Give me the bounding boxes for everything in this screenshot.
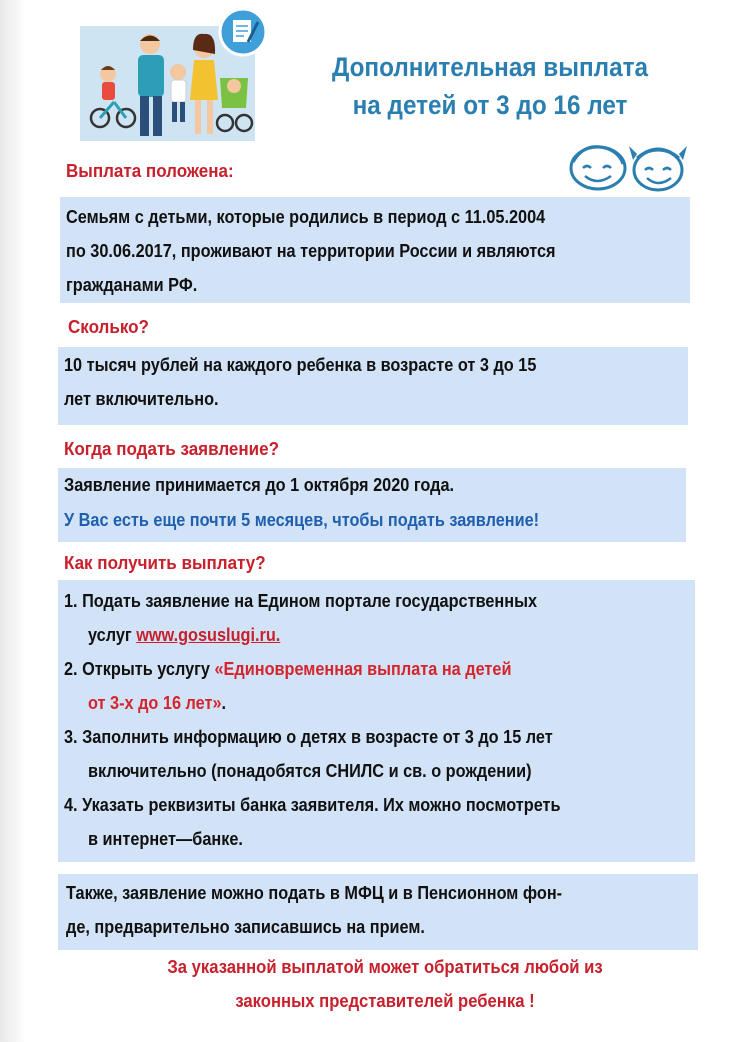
children-faces-icon: [565, 138, 690, 194]
step-2-line-1: [64, 652, 511, 686]
label-eligible: Выплата положена:: [66, 160, 234, 181]
eligible-line-1: Семьям с детьми, которые родились в период с 11.05.2004: [66, 206, 546, 227]
also-line-2: де, предварительно записавшись на прием.: [66, 916, 425, 937]
gosuslugi-link[interactable]: www.gosuslugi.ru.: [136, 624, 281, 645]
step-1-prefix: услуг: [88, 624, 137, 645]
step-3-line-2: включительно (понадобятся СНИЛС и св. о рождении): [88, 760, 532, 781]
step-2-suffix: .: [221, 692, 227, 713]
step-1-line-1: 1. Подать заявление на Едином портале государственных: [64, 590, 538, 611]
step-4-line-2: в интернет—банке.: [88, 828, 243, 849]
also-line-1: Также, заявление можно подать в МФЦ и в Пенсионном фон-: [66, 882, 563, 903]
family-illustration-icon: [80, 8, 270, 143]
eligible-line-2: по 30.06.2017, проживают на территории России и являются: [66, 240, 556, 261]
eligible-line-3: гражданами РФ.: [66, 274, 198, 295]
step-1-line-2: [88, 618, 280, 652]
step-4-line-1: 4. Указать реквизиты банка заявителя. Их можно посмотреть: [64, 794, 561, 815]
amount-line-1: 10 тысяч рублей на каждого ребенка в возрасте от 3 до 15: [64, 354, 537, 375]
final-line-1: За указанной выплатой может обратиться любой из: [167, 956, 603, 977]
step-2-prefix: 2. Открыть услугу: [64, 658, 215, 679]
final-line-2: законных представителей ребенка !: [235, 990, 535, 1011]
step-2-service-name-end: от 3-х до 16 лет»: [88, 692, 222, 713]
title-line-1: Дополнительная выплата: [331, 52, 649, 82]
step-3-line-1: 3. Заполнить информацию о детях в возрасте от 3 до 15 лет: [64, 726, 553, 747]
deadline-line-1: Заявление принимается до 1 октября 2020 года.: [64, 474, 455, 495]
step-2-service-name: «Единовременная выплата на детей: [214, 658, 512, 679]
label-how: Как получить выплату?: [64, 552, 266, 573]
label-deadline: Когда подать заявление?: [64, 438, 280, 459]
deadline-line-2: У Вас есть еще почти 5 месяцев, чтобы подать заявление!: [64, 509, 540, 530]
page-title: [306, 48, 675, 124]
page-shadow: [0, 0, 26, 1042]
step-2-line-2: [88, 686, 226, 720]
label-amount: Сколько?: [68, 316, 149, 337]
title-line-2: на детей от 3 до 16 лет: [352, 90, 628, 120]
amount-line-2: лет включительно.: [64, 388, 219, 409]
